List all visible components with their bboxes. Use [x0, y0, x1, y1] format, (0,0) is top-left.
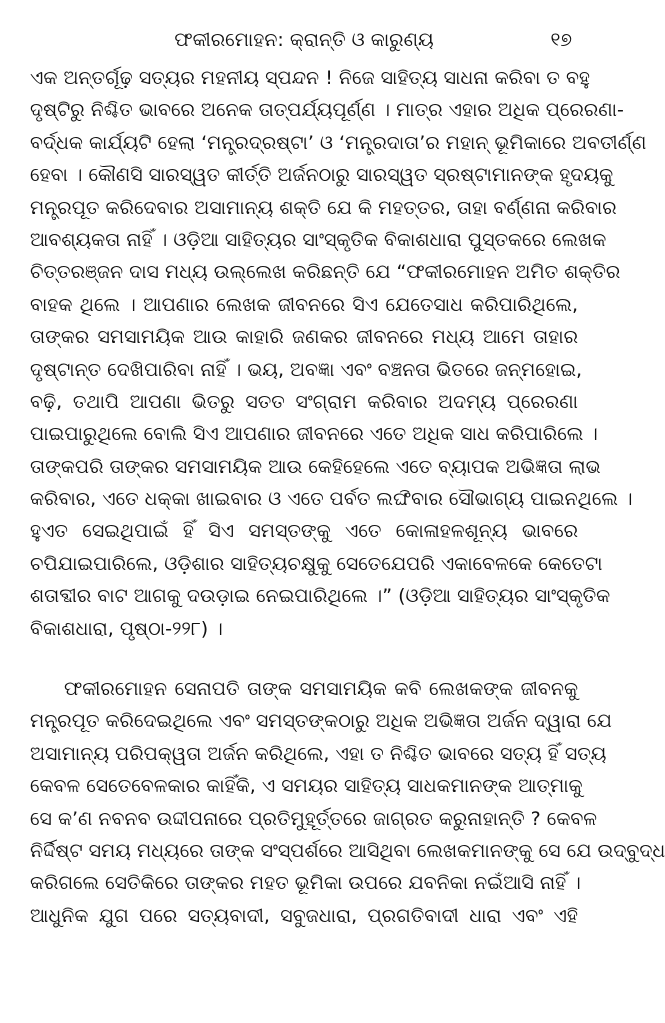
- text-line: ଫକୀରମୋହନ ସେନାପତି ତାଙ୍କ ସମସାମୟିକ କବି ଲେଖକଙ୍କ ଜୀବନକୁ: [64, 678, 578, 701]
- text-line: ପାଇପାରୁଥିଲେ ବୋଲି ସିଏ ଆପଣାର ଜୀବନରେ ଏତେ ଅଧିକ ସାଧ କରିପାରିଲେ ।: [30, 423, 598, 446]
- paragraph-2: [30, 673, 665, 932]
- text-line: ଶତାବ୍ଦୀର ବାଟ ଆଗକୁ ଦଉଡ଼ାଇ ନେଇପାରିଥିଲେ ।” (ଓଡ଼ିଆ ସାହିତ୍ୟର ସାଂସ୍କୃତିକ: [30, 585, 611, 608]
- text-line: ଆଧୁନିକ ଯୁଗ ପରେ ସତ୍ୟବାଦୀ, ସବୁଜଧାରା, ପ୍ରଗତିବାଦୀ ଧାରା ଏବଂ ଏହି: [30, 904, 578, 927]
- text-line: ଚିତ୍ତରଞ୍ଜନ ଦାସ ମଧ୍ୟ ଉଲ୍ଲେଖ କରିଛନ୍ତି ଯେ “ଫକୀରମୋହନ ଅମିତ ଶକ୍ତିର: [30, 261, 621, 284]
- paragraph-1: [30, 62, 647, 645]
- text-line: ହୁଏତ ସେଇଥିପାଇଁ ହିଁ ସିଏ ସମସ୍ତଙ୍କୁ ଏତେ କୋଳାହଳଶୂନ୍ୟ ଭାବରେ: [30, 520, 578, 543]
- page-header: [30, 0, 578, 62]
- text-line: ଦୃଷ୍ଟିରୁ ନିଶ୍ଚିତ ଭାବରେ ଅନେକ ତାତ୍ପର୍ଯ୍ୟପୂର୍ଣ୍ଣ । ମାତ୍ର ଏହାର ଅଧିକ ପ୍ରେରଣା-: [30, 99, 624, 122]
- text-line: କେବଳ ସେତେବେଳକାର କାହିଁକି, ଏ ସମୟର ସାହିତ୍ୟ ସାଧକମାନଙ୍କ ଆତ୍ମାକୁ: [30, 775, 583, 798]
- text-line: ତାଙ୍କର ସମସାମୟିକ ଆଉ କାହାରି ଜଣକର ଜୀବନରେ ମଧ୍ୟ ଆମେ ତାହାର: [30, 326, 578, 349]
- text-line: ନିର୍ଦ୍ଦିଷ୍ଟ ସମୟ ମଧ୍ୟରେ ତାଙ୍କ ସଂସ୍ପର୍ଶରେ ଆସିଥିବା ଲେଖକମାନଙ୍କୁ ସେ ଯେ ଉଦ୍‌ବୁଦ୍ଧ: [30, 839, 665, 862]
- text-line: ଚପିଯାଇପାରିଲେ, ଓଡ଼ିଶାର ସାହିତ୍ୟଚକ୍ଷୁକୁ ସେତେଯେପରି ଏକାବେଳକେ କେତେଟା: [30, 552, 603, 575]
- running-title: ଫକୀରମୋହନ: କ୍ରାନ୍ତି ଓ କାରୁଣ୍ୟ: [174, 29, 434, 51]
- text-line: କରିବାର, ଏତେ ଧକ୍କା ଖାଇବାର ଓ ଏତେ ପର୍ବତ ଲଙ୍ଘିବାର ସୌଭାଗ୍ୟ ପାଇନଥିଲେ ।: [30, 488, 633, 511]
- page-number: ୧୭: [550, 29, 572, 51]
- text-line: ମନ୍ତ୍ରପୂତ କରିଦେଇଥିଲେ ଏବଂ ସମସ୍ତଙ୍କଠାରୁ ଅଧିକ ଅଭିଜ୍ଞତା ଅର୍ଜନ ଦ୍ୱାରା ଯେ: [30, 710, 612, 733]
- text-line: ବାହକ ଥିଲେ । ଆପଣାର ଲେଖକ ଜୀବନରେ ସିଏ ଯେତେସାଧ କରିପାରିଥିଲେ,: [30, 293, 578, 316]
- text-line: ହେବା । କୌଣସି ସାରସ୍ୱତ କୀର୍ତ୍ତି ଅର୍ଜନଠାରୁ ସାରସ୍ୱତ ସ୍ରଷ୍ଟାମାନଙ୍କ ହୃଦୟକୁ: [30, 164, 614, 187]
- paragraph-gap: [30, 645, 578, 673]
- text-line: କରିଗଲେ ସେତିକିରେ ତାଙ୍କର ମହତ ଭୂମିକା ଉପରେ ଯବନିକା ନଇଁଆସି ନାହିଁ ।: [30, 872, 581, 895]
- text-line: ଅସାମାନ୍ୟ ପରିପକ୍ୱତା ଅର୍ଜନ କରିଥିଲେ, ଏହା ତ ନିଶ୍ଚିତ ଭାବରେ ସତ୍ୟ ହିଁ ସତ୍ୟ: [30, 742, 607, 765]
- text-line: ଦୃଷ୍ଟାନ୍ତ ଦେଖିପାରିବା ନାହିଁ । ଭୟ, ଅବଜ୍ଞା ଏବଂ ବଞ୍ଚନତା ଭିତରେ ଜନ୍ମହୋଇ,: [30, 358, 583, 381]
- text-line: ମନ୍ତ୍ରପୂତ କରିଦେବାର ଅସାମାନ୍ୟ ଶକ୍ତି ଯେ କି ମହତ୍ତର, ତାହା ବର୍ଣ୍ଣନା କରିବାର: [30, 196, 617, 219]
- text-line: ସେ କ’ଣ ନବନବ ଉଦ୍ଦୀପନାରେ ପ୍ରତିମୁହୂର୍ତ୍ତରେ ଜାଗ୍ରତ କରୁନାହାନ୍ତି ? କେବଳ: [30, 807, 598, 830]
- text-line: ଏକ ଅନ୍ତର୍ଗୂଢ଼ ସତ୍ୟର ମହନୀୟ ସ୍ପନ୍ଦନ ! ନିଜେ ସାହିତ୍ୟ ସାଧନା କରିବା ତ ବହୁ: [30, 67, 590, 89]
- text-line: ବିକାଶଧାରା, ପୃଷ୍ଠା-୨୨୮) ।: [30, 617, 223, 640]
- text-line: ଆବଶ୍ୟକତା ନାହିଁ । ଓଡ଼ିଆ ସାହିତ୍ୟର ସାଂସ୍କୃତିକ ବିକାଶଧାରା ପୁସ୍ତକରେ ଲେଖକ: [30, 228, 607, 251]
- text-line: ବଢ଼ି, ତଥାପି ଆପଣା ଭିତରୁ ସତତ ସଂଗ୍ରାମ କରିବାର ଅଦମ୍ୟ ପ୍ରେରଣା: [30, 390, 578, 413]
- text-line: ବର୍ଦ୍ଧକ କାର୍ଯ୍ୟଟି ହେଲା ‘ମନ୍ତ୍ରଦ୍ରଷ୍ଟା’ ଓ ‘ମନ୍ତ୍ରଦାତା’ର ମହାନ୍ ଭୂମିକାରେ ଅବତୀର୍ଣ୍ଣ: [30, 131, 647, 154]
- text-line: ତାଙ୍କପରି ତାଙ୍କର ସମସାମୟିକ ଆଉ କେହିହେଲେ ଏତେ ବ୍ୟାପକ ଅଭିଜ୍ଞତା ଲାଭ: [30, 455, 601, 478]
